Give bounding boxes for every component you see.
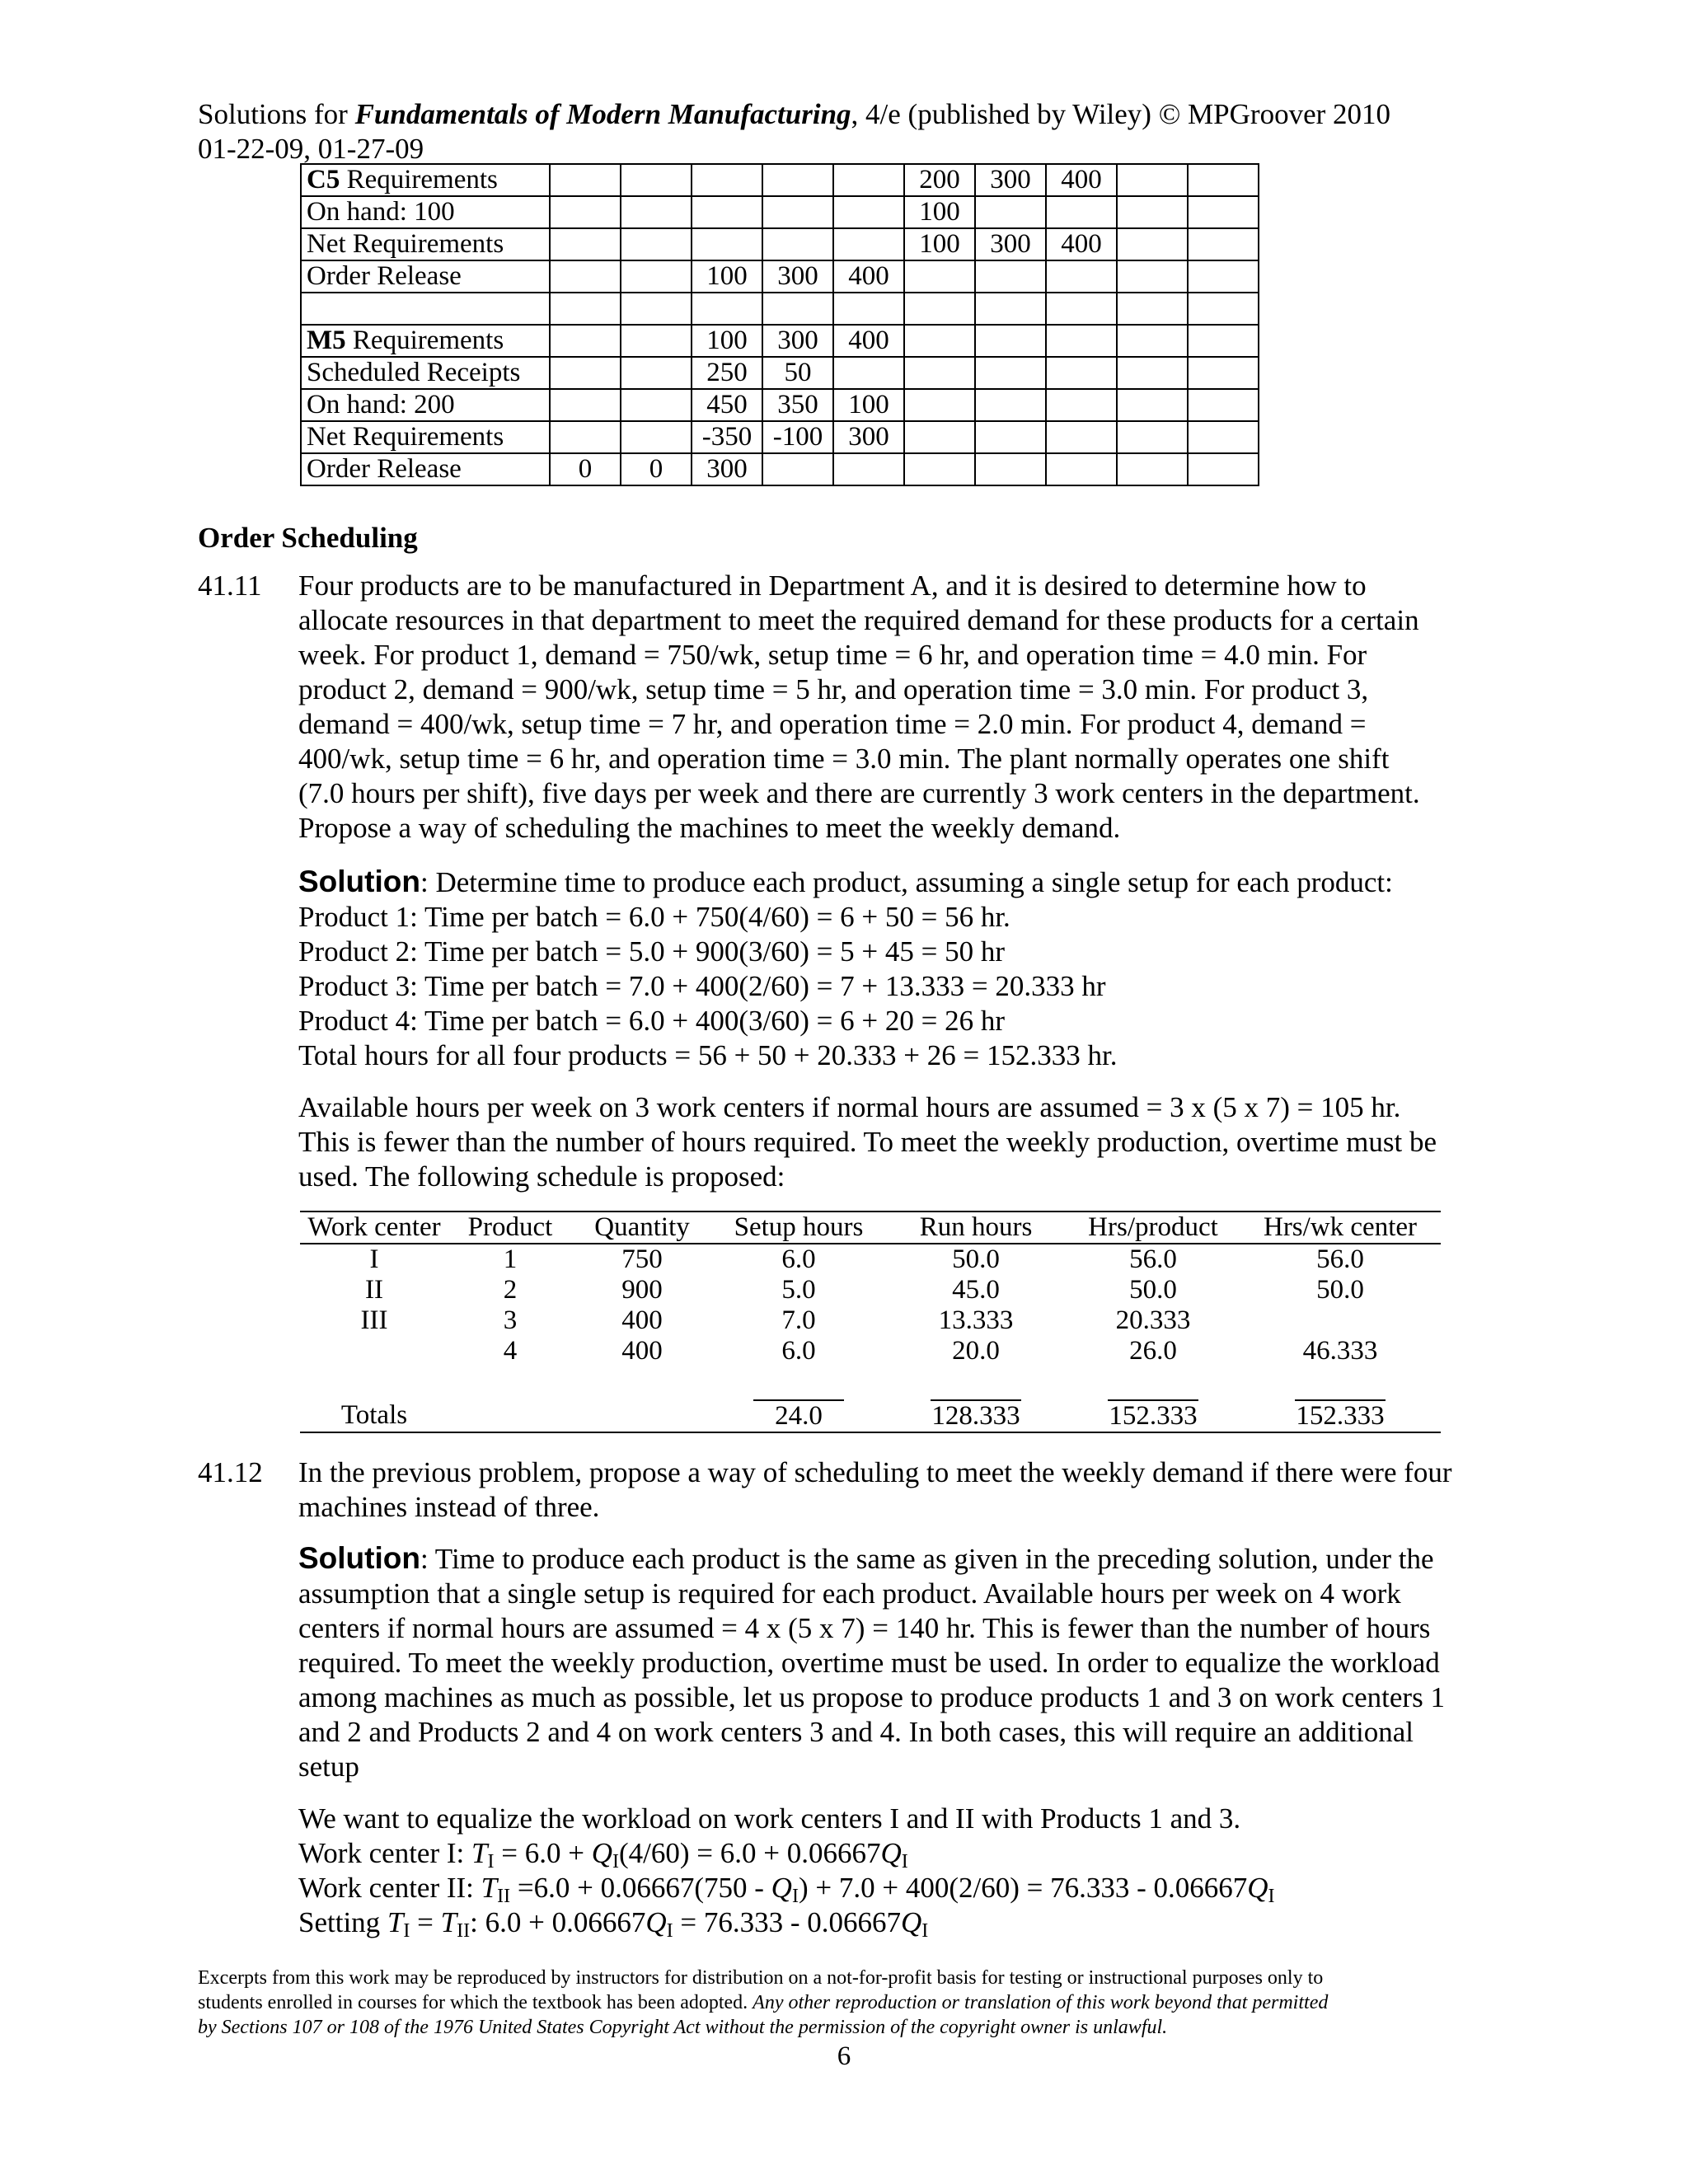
mrp-cell [692, 196, 762, 228]
mrp-cell [975, 357, 1046, 389]
mrp-table [300, 163, 1259, 486]
mrp-cell [1188, 196, 1259, 228]
schedule-row [300, 1244, 1441, 1275]
mrp-cell [1188, 260, 1259, 293]
schedule-cell: 13.333 [938, 1305, 1014, 1335]
mrp-cell [762, 196, 833, 228]
mrp-cell [1188, 325, 1259, 357]
mrp-cell: 450 [692, 389, 762, 421]
copyright-footer: Excerpts from this work may be reproduced by instructors for distribution on a not-for-profit basis for testing or instructional purposes only to students enrolled in courses for which the textbook has been adopted. Any other reproduction or translation of this work beyond that permitted by Sections 107 or 108 of the 1976 United States Copyright Act without the permission of the copyright owner is unlawful. [198, 1967, 1329, 2038]
mrp-row-label: Net Requirements [301, 421, 550, 453]
mrp-cell: 100 [833, 389, 904, 421]
mrp-row [301, 196, 1259, 228]
mrp-cell [975, 196, 1046, 228]
schedule-table [300, 1211, 1441, 1433]
mrp-cell [1188, 357, 1259, 389]
mrp-cell: 300 [833, 421, 904, 453]
schedule-cell: 400 [621, 1305, 663, 1335]
mrp-cell [550, 196, 621, 228]
mrp-cell: 200 [904, 164, 975, 196]
schedule-cell [1240, 1305, 1441, 1336]
solution-label: Solution [298, 1541, 420, 1575]
mrp-cell [550, 389, 621, 421]
mrp-cell [1117, 228, 1188, 260]
equalize-workload-paragraph: We want to equalize the workload on work centers I and II with Products 1 and 3. Work center I: $T_I = 6.0 + Q_I(4/60) = 6.0 + 0.06667Q_I$ Work center II: $T_{II} =6.0 + 0.06667(750 - Q_I) + 7.0 + 400(2/60) = 76.333 - 0.06667Q_I$ Setting $T_I = T_{II}$: $6.0 + 0.06667Q_I = 76.333 - 0.06667Q_I$ [298, 1802, 1493, 1940]
mrp-cell [1117, 453, 1188, 485]
page-number: 6 [837, 2041, 851, 2071]
mrp-cell [833, 228, 904, 260]
mrp-cell [762, 453, 833, 485]
mrp-cell [975, 389, 1046, 421]
mrp-cell [550, 325, 621, 357]
mrp-row-label: Scheduled Receipts [301, 357, 550, 389]
mrp-cell [621, 357, 692, 389]
mrp-cell: 300 [975, 164, 1046, 196]
totals-cell: 152.333 [1240, 1399, 1441, 1432]
mrp-cell [904, 260, 975, 293]
schedule-cell: 5.0 [781, 1275, 816, 1305]
schedule-column-header: Hrs/wk center [1240, 1212, 1441, 1244]
schedule-cell: 1 [503, 1244, 518, 1274]
problem-41-12-solution: Solution: Time to produce each product is the same as given in the preceding solution, under the assumption that a single setup is required for each product. Available hours per week on 4 work centers if normal hours are assumed = 4 x (5 x 7) = 140 hr. This is fewer than the number of hours required. To meet the weekly production, overtime must be used. In order to equalize the workload among machines as much as possible, let us propose to produce products 1 and 3 on work centers 1 and 2 and Products 2 and 4 on work centers 3 and 4. In both cases, this will require an additional setup [298, 1541, 1445, 1783]
mrp-cell: 400 [1046, 164, 1117, 196]
schedule-cell: 6.0 [781, 1336, 816, 1366]
mrp-row-label: Order Release [301, 260, 550, 293]
schedule-cell: 400 [621, 1336, 663, 1366]
mrp-cell [621, 196, 692, 228]
mrp-cell [1046, 325, 1117, 357]
mrp-cell [550, 421, 621, 453]
mrp-row [301, 453, 1259, 485]
mrp-cell [833, 453, 904, 485]
mrp-cell: 250 [692, 357, 762, 389]
mrp-row [301, 421, 1259, 453]
schedule-cell: 26.0 [1129, 1336, 1177, 1366]
mrp-cell: 400 [833, 325, 904, 357]
schedule-row [300, 1305, 1441, 1336]
schedule-totals-row [300, 1399, 1441, 1432]
mrp-cell: 300 [762, 325, 833, 357]
mrp-cell [550, 260, 621, 293]
mrp-row-label: On hand: 100 [301, 196, 550, 228]
schedule-cell: 20.333 [1115, 1305, 1191, 1335]
mrp-cell [1117, 293, 1188, 325]
mrp-cell [762, 293, 833, 325]
mrp-cell [904, 389, 975, 421]
mrp-cell: 100 [692, 325, 762, 357]
mrp-cell [1188, 453, 1259, 485]
mrp-cell [1117, 325, 1188, 357]
problem-41-11-solution: Solution: Determine time to produce each product, assuming a single setup for each product: Product 1: Time per batch = 6.0 + 750(4/60) = 6 + 50 = 56 hr. Product 2: Time per batch = 5.0 + 900(3/60) = 5 + 45 = 50 hr Product 3: Time per batch = 7.0 + 400(2/60) = 7 + 13.333 = 20.333 hr Product 4: Time per batch = 6.0 + 400(3/60) = 6 + 20 = 26 hr Total hours for all four products = 56 + 50 + 20.333 + 26 = 152.333 hr. [298, 865, 1393, 1071]
mrp-cell [550, 357, 621, 389]
schedule-cell: 45.0 [952, 1275, 1000, 1305]
equation-work-center-1: Work center I: $T_I = 6.0 + Q_I(4/60) = 6.0 + 0.06667Q_I$ [298, 1837, 908, 1872]
mrp-cell [621, 421, 692, 453]
mrp-cell [1117, 164, 1188, 196]
schedule-cell: 750 [621, 1244, 663, 1274]
schedule-cell: I [369, 1244, 379, 1274]
totals-cell: 152.333 [1067, 1399, 1240, 1432]
mrp-row [301, 325, 1259, 357]
mrp-cell [621, 389, 692, 421]
mrp-cell [762, 164, 833, 196]
mrp-cell [833, 196, 904, 228]
mrp-cell [1046, 293, 1117, 325]
mrp-cell [975, 260, 1046, 293]
book-title: Fundamentals of Modern Manufacturing [354, 98, 851, 130]
page-header [198, 97, 1599, 166]
schedule-cell: II [365, 1275, 383, 1305]
schedule-cell: 6.0 [781, 1244, 816, 1274]
mrp-cell [1046, 260, 1117, 293]
mrp-cell: -100 [762, 421, 833, 453]
schedule-column-header: Product [448, 1212, 572, 1244]
mrp-cell [621, 164, 692, 196]
section-title: Order Scheduling [198, 522, 418, 554]
schedule-cell: 3 [503, 1305, 518, 1335]
schedule-cell: 56.0 [1316, 1244, 1364, 1274]
mrp-row [301, 260, 1259, 293]
mrp-cell [692, 228, 762, 260]
mrp-row [301, 389, 1259, 421]
mrp-row-label: Order Release [301, 453, 550, 485]
available-hours-paragraph: Available hours per week on 3 work centers if normal hours are assumed = 3 x (5 x 7) = 105 hr. This is fewer than the number of hours required. To meet the weekly production, overtime must be used. The following schedule is proposed: [298, 1091, 1437, 1193]
problem-41-12-statement: In the previous problem, propose a way of scheduling to meet the weekly demand if there were four machines instead of three. [298, 1456, 1452, 1523]
mrp-row-label: C5 Requirements [301, 164, 550, 196]
mrp-cell [621, 260, 692, 293]
mrp-cell [621, 228, 692, 260]
mrp-cell [1117, 421, 1188, 453]
mrp-cell [975, 421, 1046, 453]
totals-cell: 128.333 [885, 1399, 1067, 1432]
schedule-column-header: Work center [300, 1212, 448, 1244]
schedule-column-header: Setup hours [712, 1212, 885, 1244]
mrp-cell: -350 [692, 421, 762, 453]
schedule-cell: 2 [503, 1275, 518, 1305]
schedule-cell: III [360, 1305, 388, 1335]
mrp-cell [975, 293, 1046, 325]
mrp-cell [1117, 389, 1188, 421]
schedule-cell: 46.333 [1302, 1336, 1378, 1366]
mrp-cell [1046, 357, 1117, 389]
mrp-cell [1046, 196, 1117, 228]
solution-label: Solution [298, 865, 420, 898]
schedule-cell: 50.0 [952, 1244, 1000, 1274]
mrp-cell: 400 [1046, 228, 1117, 260]
schedule-column-header: Run hours [885, 1212, 1067, 1244]
equation-setting-equal: Setting $T_I = T_{II}$: $6.0 + 0.06667Q_I = 76.333 - 0.06667Q_I$ [298, 1906, 929, 1942]
schedule-spacer [300, 1366, 1441, 1399]
mrp-cell [833, 164, 904, 196]
mrp-cell: 100 [904, 228, 975, 260]
schedule-cell: 900 [621, 1275, 663, 1305]
totals-cell: 24.0 [712, 1399, 885, 1432]
mrp-cell [833, 293, 904, 325]
header-dates: 01-22-09, 01-27-09 [198, 133, 424, 165]
mrp-cell [1188, 164, 1259, 196]
problem-41-11-statement: Four products are to be manufactured in Department A, and it is desired to determine how to allocate resources in that department to meet the required demand for these products for a certain week. For product 1, demand = 750/wk, setup time = 6 hr, and operation time = 4.0 min. For product 2, demand = 900/wk, setup time = 5 hr, and operation time = 3.0 min. For product 3, demand = 400/wk, setup time = 7 hr, and operation time = 2.0 min. For product 4, demand = 400/wk, setup time = 6 hr, and operation time = 3.0 min. The plant normally operates one shift (7.0 hours per shift), five days per week and there are currently 3 work centers in the department. Propose a way of scheduling the machines to meet the weekly demand. [298, 569, 1420, 844]
mrp-cell [1046, 389, 1117, 421]
schedule-cell: 56.0 [1129, 1244, 1177, 1274]
schedule-column-header: Quantity [572, 1212, 712, 1244]
schedule-cell: 50.0 [1316, 1275, 1364, 1305]
mrp-cell: 300 [692, 453, 762, 485]
mrp-cell [1188, 421, 1259, 453]
problem-number-41-11: 41.11 [198, 569, 262, 602]
equation-work-center-2: Work center II: $T_{II} =6.0 + 0.06667(750 - Q_I) + 7.0 + 400(2/60) = 76.333 - 0.06667Q_I$ [298, 1872, 1275, 1907]
mrp-cell: 400 [833, 260, 904, 293]
mrp-cell [1046, 453, 1117, 485]
header-line-1: Solutions for Fundamentals of Modern Manufacturing, 4/e (published by Wiley) © MPGroover 2010 [198, 98, 1391, 130]
mrp-cell: 50 [762, 357, 833, 389]
mrp-cell [1117, 260, 1188, 293]
schedule-cell: 4 [503, 1336, 518, 1366]
mrp-row [301, 293, 1259, 325]
mrp-cell [692, 164, 762, 196]
mrp-cell: 300 [762, 260, 833, 293]
mrp-cell [762, 228, 833, 260]
mrp-row-label: M5 Requirements [301, 325, 550, 357]
mrp-cell [1188, 389, 1259, 421]
mrp-cell: 0 [621, 453, 692, 485]
mrp-cell [1046, 421, 1117, 453]
schedule-cell [300, 1336, 448, 1366]
mrp-cell [550, 164, 621, 196]
mrp-cell [904, 293, 975, 325]
schedule-column-header: Hrs/product [1067, 1212, 1240, 1244]
mrp-cell [1117, 357, 1188, 389]
mrp-row [301, 357, 1259, 389]
mrp-cell: 0 [550, 453, 621, 485]
totals-label: Totals [300, 1399, 448, 1432]
mrp-cell: 100 [904, 196, 975, 228]
schedule-cell: 50.0 [1129, 1275, 1177, 1305]
mrp-cell [904, 453, 975, 485]
mrp-cell [975, 453, 1046, 485]
mrp-row [301, 228, 1259, 260]
problem-number-41-12: 41.12 [198, 1456, 263, 1488]
mrp-row-label [301, 293, 550, 325]
mrp-cell [692, 293, 762, 325]
schedule-cell: 20.0 [952, 1336, 1000, 1366]
mrp-cell [1188, 293, 1259, 325]
schedule-row [300, 1275, 1441, 1305]
mrp-cell [1117, 196, 1188, 228]
mrp-cell [550, 293, 621, 325]
mrp-cell: 100 [692, 260, 762, 293]
mrp-cell [550, 228, 621, 260]
mrp-cell [904, 357, 975, 389]
mrp-cell [833, 357, 904, 389]
schedule-cell: 7.0 [781, 1305, 816, 1335]
mrp-cell: 300 [975, 228, 1046, 260]
mrp-cell: 350 [762, 389, 833, 421]
mrp-row-label: On hand: 200 [301, 389, 550, 421]
mrp-cell [621, 293, 692, 325]
mrp-row [301, 164, 1259, 196]
mrp-row-label: Net Requirements [301, 228, 550, 260]
schedule-row [300, 1336, 1441, 1366]
mrp-cell [1188, 228, 1259, 260]
mrp-cell [904, 421, 975, 453]
mrp-cell [904, 325, 975, 357]
mrp-cell [621, 325, 692, 357]
mrp-cell [975, 325, 1046, 357]
